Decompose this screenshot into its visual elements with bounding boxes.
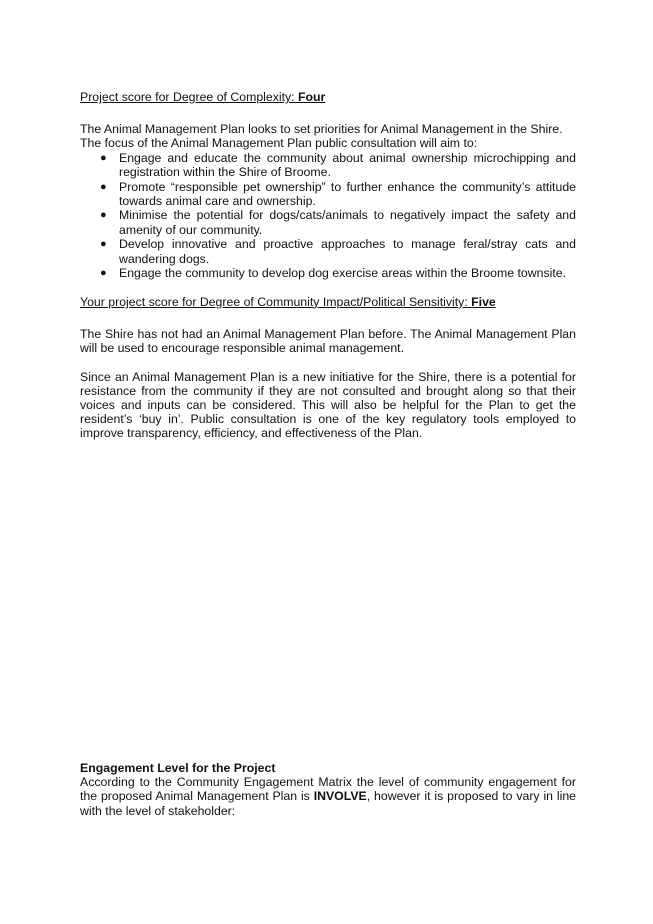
impact-paragraph-1: The Shire has not had an Animal Management Plan before. The Animal Management Plan will be used to encourage responsible animal management. — [80, 327, 576, 356]
spacer — [80, 356, 576, 370]
complexity-heading — [80, 90, 576, 104]
bullet-icon: ● — [100, 238, 107, 251]
engagement-title: Engagement Level for the Project — [80, 761, 276, 775]
complexity-score: Four — [298, 90, 326, 104]
list-item — [80, 266, 576, 280]
list-item-text: Promote “responsible pet ownership” to further enhance the community’s attitude towards animal care and ownership. — [119, 179, 576, 208]
engagement-section — [80, 761, 576, 818]
engagement-level: INVOLVE — [313, 789, 367, 804]
impact-heading-label: Your project score for Degree of Community Impact/Political Sensitivity: — [80, 294, 472, 309]
spacer — [80, 309, 576, 327]
document-body — [80, 90, 576, 441]
bullet-icon: ● — [100, 151, 107, 164]
list-item — [80, 208, 576, 236]
list-item — [80, 237, 576, 265]
complexity-heading-label: Project score for Degree of Complexity: — [80, 90, 299, 104]
bullet-icon: ● — [100, 209, 107, 222]
bullet-icon: ● — [100, 267, 107, 280]
bullet-icon: ● — [100, 180, 107, 193]
list-item-text: Minimise the potential for dogs/cats/animals to negatively impact the safety and amenity of our community. — [119, 208, 576, 237]
engagement-text-before: According to the Community Engagement Matrix the level of community engagement for the proposed Animal Management Plan is — [80, 775, 576, 804]
complexity-intro — [80, 122, 576, 150]
spacer — [80, 104, 576, 122]
impact-paragraph-2: Since an Animal Management Plan is a new initiative for the Shire, there is a potential for resistance from the community if they are not consulted and brought along so that their voices and inputs can be considered. This will also be helpful for the Plan to get the resident’s ‘buy in’. Public consultation is one of the key regulatory tools employed to improve transparency, efficiency, and effectiveness of the Plan. — [80, 369, 576, 441]
list-item — [80, 180, 576, 208]
spacer — [80, 281, 576, 295]
complexity-intro-line-2: The focus of the Animal Management Plan public consultation will aim to: — [80, 136, 478, 151]
list-item-text: Engage the community to develop dog exercise areas within the Broome townsite. — [119, 266, 567, 281]
list-item-text: Engage and educate the community about animal ownership microchipping and registration within the Shire of Broome. — [119, 150, 576, 179]
list-item — [80, 151, 576, 179]
impact-score: Five — [471, 294, 496, 309]
engagement-text-after: , however it is proposed to vary in line with the level of stakeholder: — [80, 789, 577, 818]
engagement-paragraph — [80, 775, 576, 818]
consultation-aims-list — [80, 151, 576, 281]
list-item-text: Develop innovative and proactive approaches to manage feral/stray cats and wandering dogs. — [119, 237, 576, 266]
impact-heading — [80, 295, 576, 309]
complexity-intro-line-1: The Animal Management Plan looks to set priorities for Animal Management in the Shire. — [80, 122, 563, 137]
